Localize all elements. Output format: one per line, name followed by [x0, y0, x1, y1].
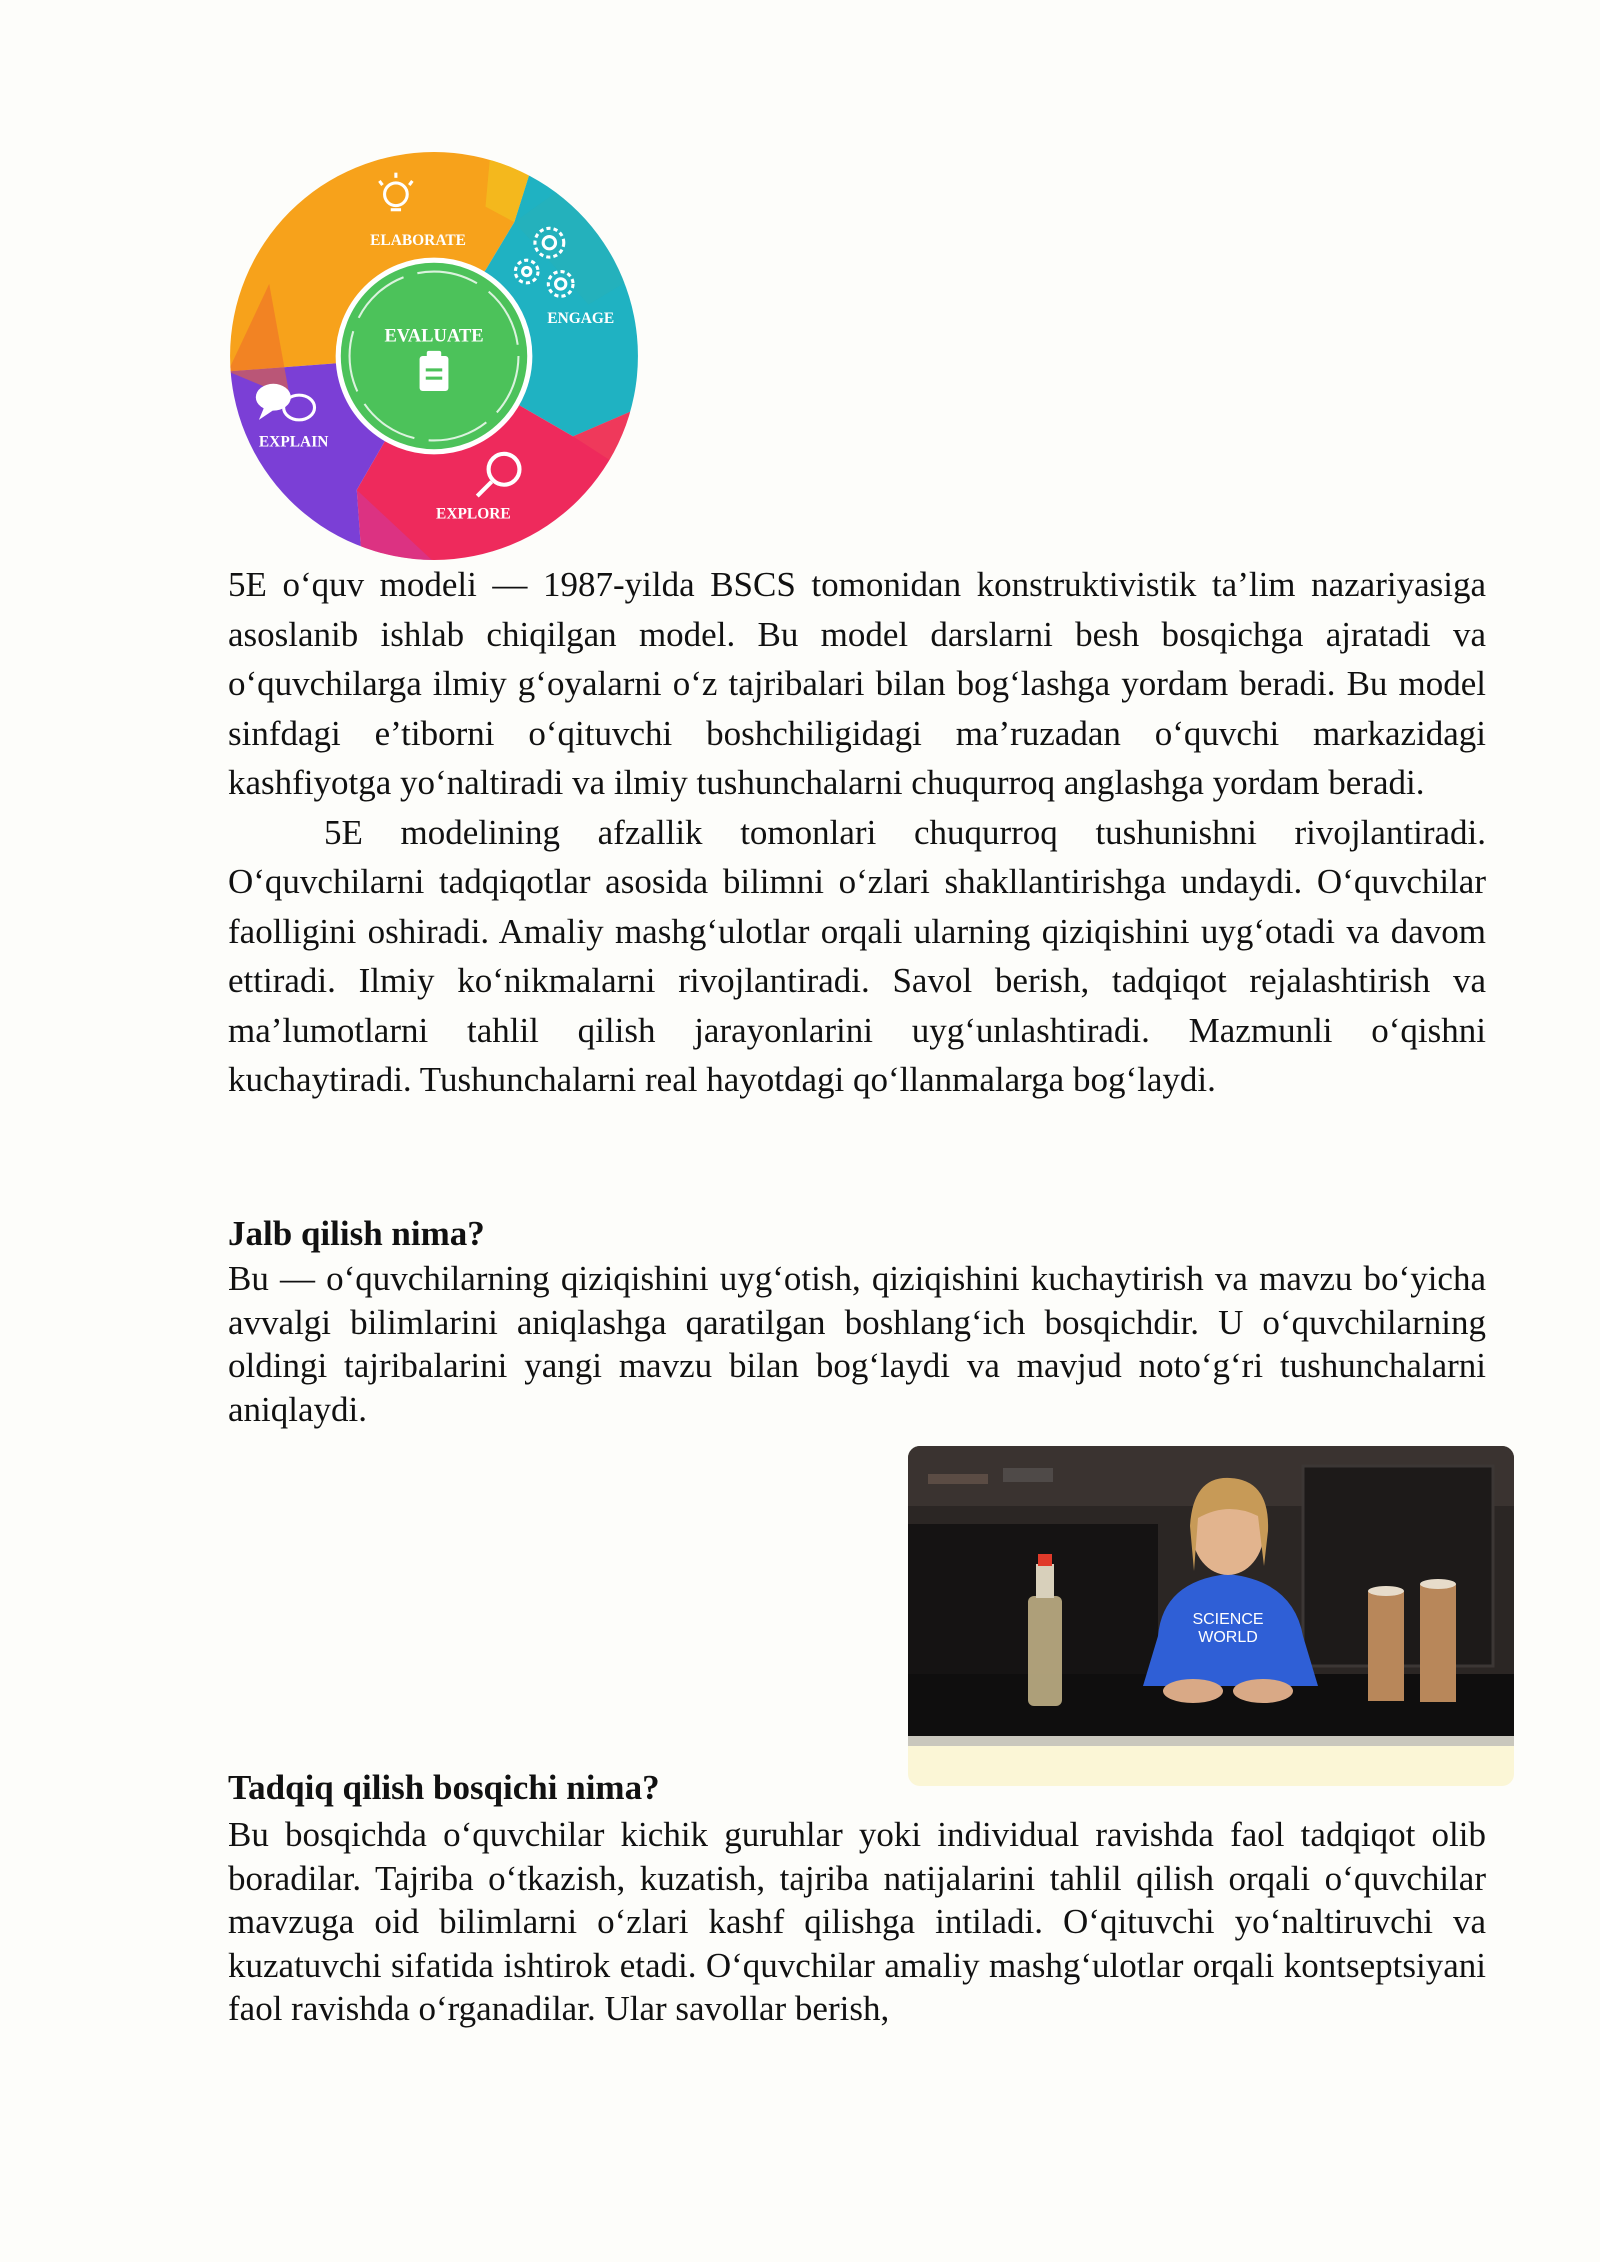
- advantages-paragraph: 5E modelining afzallik tomonlari chuqurroq tushunishni rivojlantiradi. O‘quvchilarni tadqiqotlar asosida bilimni o‘zlari shakllantirishga undaydi. O‘quvchilar faolligini oshiradi. Amaliy mashg‘ulotlar orqali ularning qiziqishini uyg‘otadi va davom ettiradi. Ilmiy ko‘nikmalarni rivojlantiradi. Savol berish, tadqiqot rejalashtirish va ma’lumotlarni tahlil qilish jarayonlarini uyg‘unlashtiradi. Mazmunli o‘qishni kuchaytiradi. Tushunchalarni real hayotdagi qo‘llanmalarga bog‘laydi.: [228, 812, 1486, 1099]
- intro-section: [228, 560, 1486, 1105]
- shirt-text-line1: SCIENCE: [1192, 1611, 1264, 1628]
- intro-paragraph: 5E o‘quv modeli — 1987-yilda BSCS tomonidan konstruktivistik ta’lim nazariyasiga asoslanib ishlab chiqilgan model. Bu model darslarni besh bosqichga ajratadi va o‘quvchilarga ilmiy g‘oyalarni o‘z tajribalari bilan bog‘lashga yordam beradi. Bu model sinfdagi e’tiborni o‘qituvchi boshchiligidagi ma’ruzadan o‘quvchi markazidagi kashfiyotga yo‘naltiradi va ilmiy tushunchalarni chuqurroq anglashga yordam beradi.: [228, 565, 1486, 802]
- engage-section: [228, 1211, 1486, 1431]
- engage-label: ENGAGE: [547, 310, 615, 328]
- engage-heading: Jalb qilish nima?: [228, 1214, 485, 1253]
- elaborate-label: ELABORATE: [370, 231, 466, 249]
- explore-label: EXPLORE: [436, 505, 511, 523]
- evaluate-label: EVALUATE: [384, 325, 484, 347]
- explain-label: EXPLAIN: [258, 433, 329, 451]
- clipboard-icon: [420, 351, 449, 391]
- video-thumbnail[interactable]: [908, 1446, 1514, 1786]
- explore-paragraph: Bu bosqichda o‘quvchilar kichik guruhlar yoki individual ravishda faol tadqiqot olib boradilar. Tajriba o‘tkazish, kuzatish, tajriba natijalarini tahlil qilish orqali o‘quvchilar mavzuga oid bilimlarni o‘zlari kashf qilishga intiladi. O‘qituvchi yo‘naltiruvchi va kuzatuvchi sifatida ishtirok etadi. O‘quvchilar amaliy mashg‘ulotlar orqali kontseptsiyani faol ravishda o‘rganadilar. Ular savollar berish,: [228, 1815, 1486, 2028]
- video-still: [908, 1446, 1514, 1786]
- shirt-text-line2: WORLD: [1198, 1629, 1258, 1646]
- explore-heading: Tadqiq qilish bosqichi nima?: [228, 1768, 660, 1807]
- engage-paragraph: Bu — o‘quvchilarning qiziqishini uyg‘otish, qiziqishini kuchaytirish va mavzu bo‘yicha avvalgi bilimlarini aniqlashga qaratilgan boshlang‘ich bosqichdir. U o‘quvchilarning oldingi tajribalarini yangi mavzu bilan bog‘laydi va mavjud noto‘g‘ri tushunchalarni aniqlaydi.: [228, 1259, 1486, 1429]
- 5e-cycle-diagram: [228, 150, 640, 562]
- explore-section: [228, 1765, 1486, 2031]
